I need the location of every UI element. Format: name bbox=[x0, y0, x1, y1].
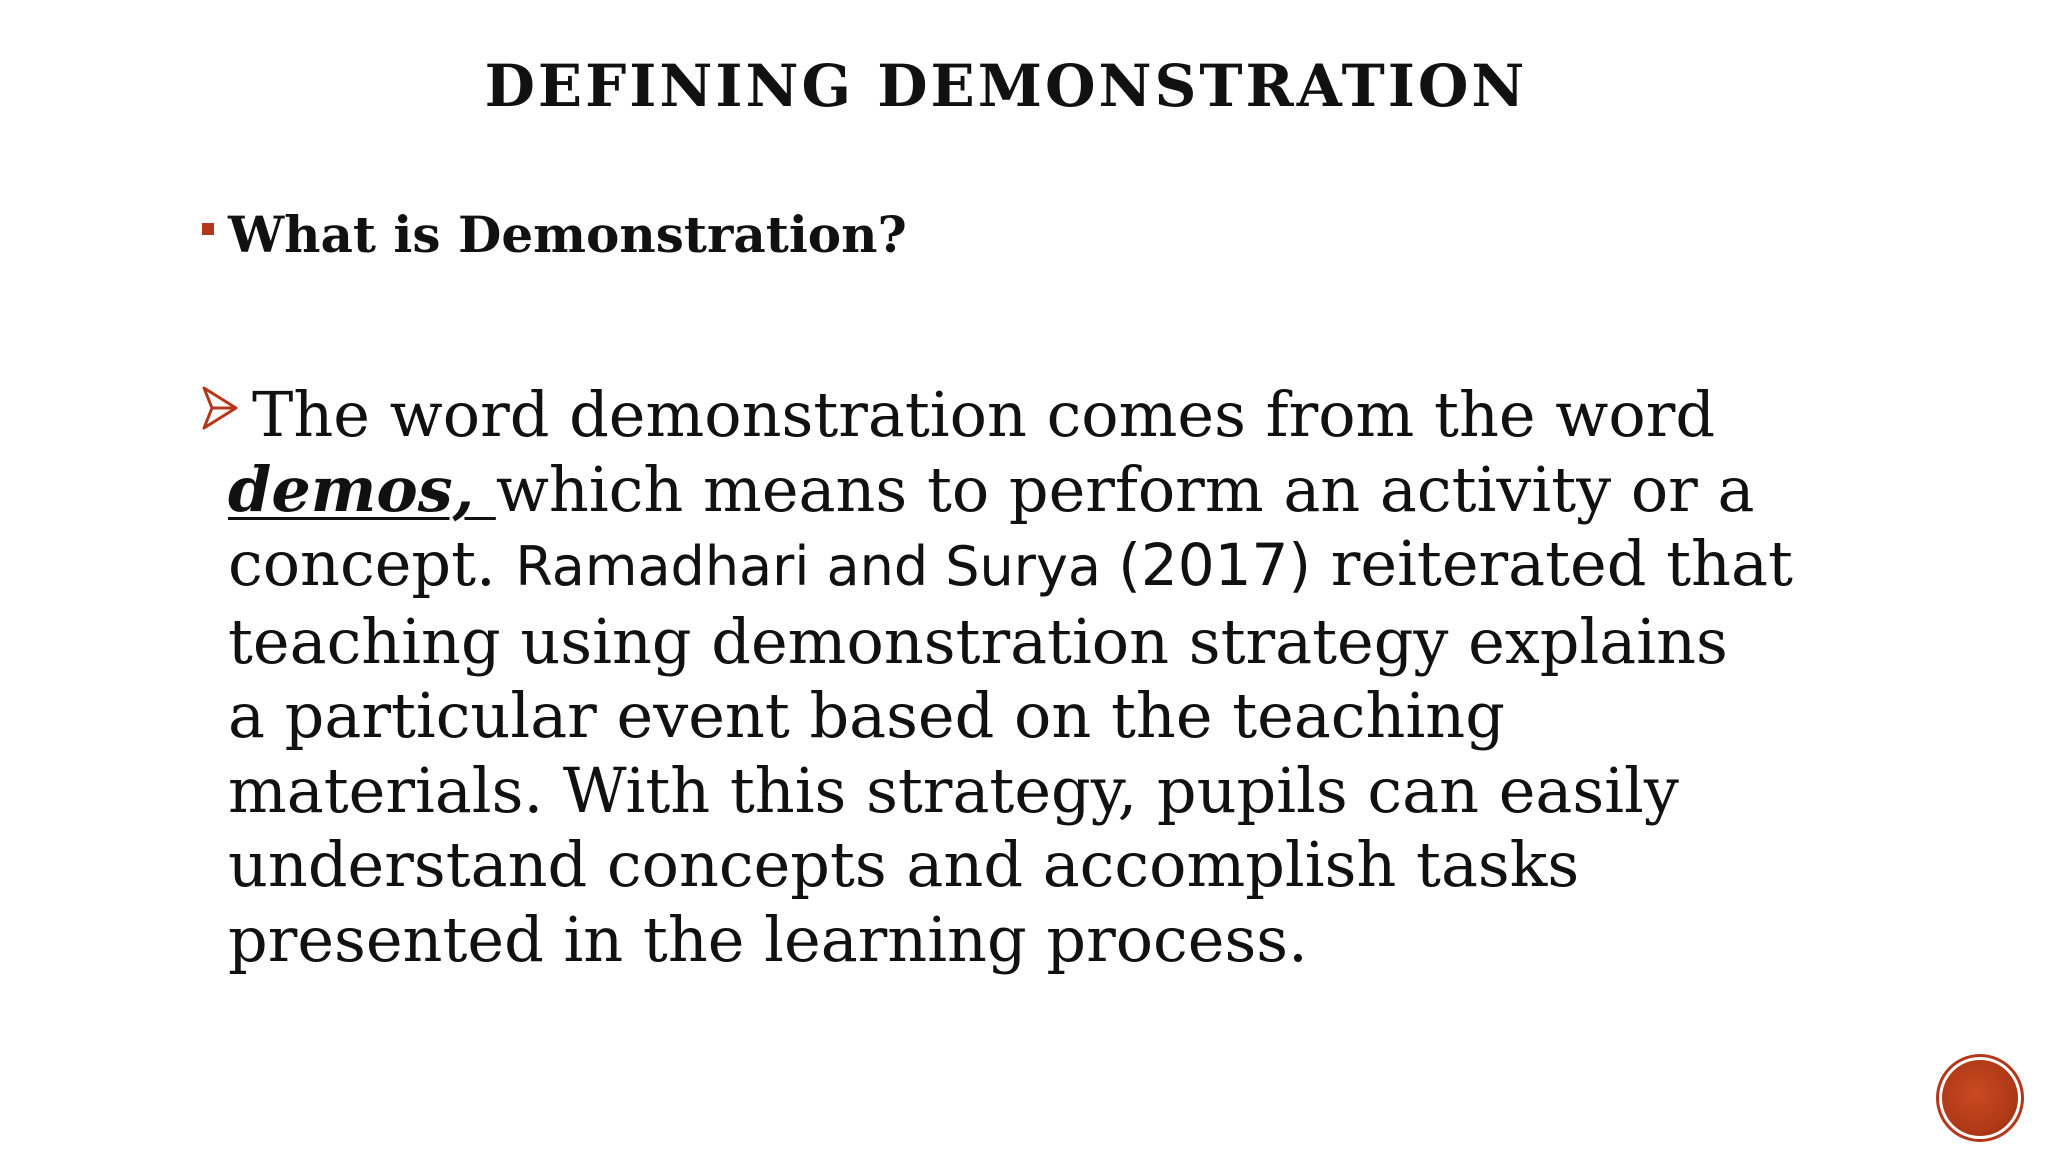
paragraph-text: which means to perform an activity or a bbox=[495, 452, 1755, 526]
citation-year: (2017) bbox=[1118, 531, 1312, 599]
paragraph-line: understand concepts and accomplish tasks bbox=[228, 828, 1580, 901]
circle-badge-icon bbox=[1942, 1060, 2018, 1136]
paragraph-line: materials. With this strategy, pupils can easily bbox=[228, 753, 1679, 827]
paragraph-line: a particular event based on the teaching bbox=[228, 679, 1505, 752]
paragraph-line bbox=[202, 453, 1922, 528]
paragraph-text: concept. bbox=[228, 527, 516, 600]
slide-title: DEFINING DEMONSTRATION bbox=[484, 52, 1528, 120]
bullet-level2 bbox=[202, 378, 1922, 977]
paragraph-line bbox=[202, 527, 1922, 605]
definition-paragraph bbox=[202, 378, 1922, 977]
square-bullet-icon bbox=[202, 223, 214, 235]
emphasized-term: demos, bbox=[228, 452, 496, 526]
paragraph-line: presented in the learning process. bbox=[228, 902, 1308, 976]
question-heading: What is Demonstration? bbox=[228, 205, 907, 264]
paragraph-line: The word demonstration comes from the word bbox=[252, 378, 1716, 451]
paragraph-text: reiterated that bbox=[1311, 527, 1793, 600]
paragraph-line: teaching using demonstration strategy explains bbox=[228, 604, 1728, 678]
bullet-level1 bbox=[202, 205, 907, 265]
arrow-bullet-icon bbox=[202, 386, 238, 430]
citation-authors: Ramadhari and Surya bbox=[515, 535, 1119, 598]
